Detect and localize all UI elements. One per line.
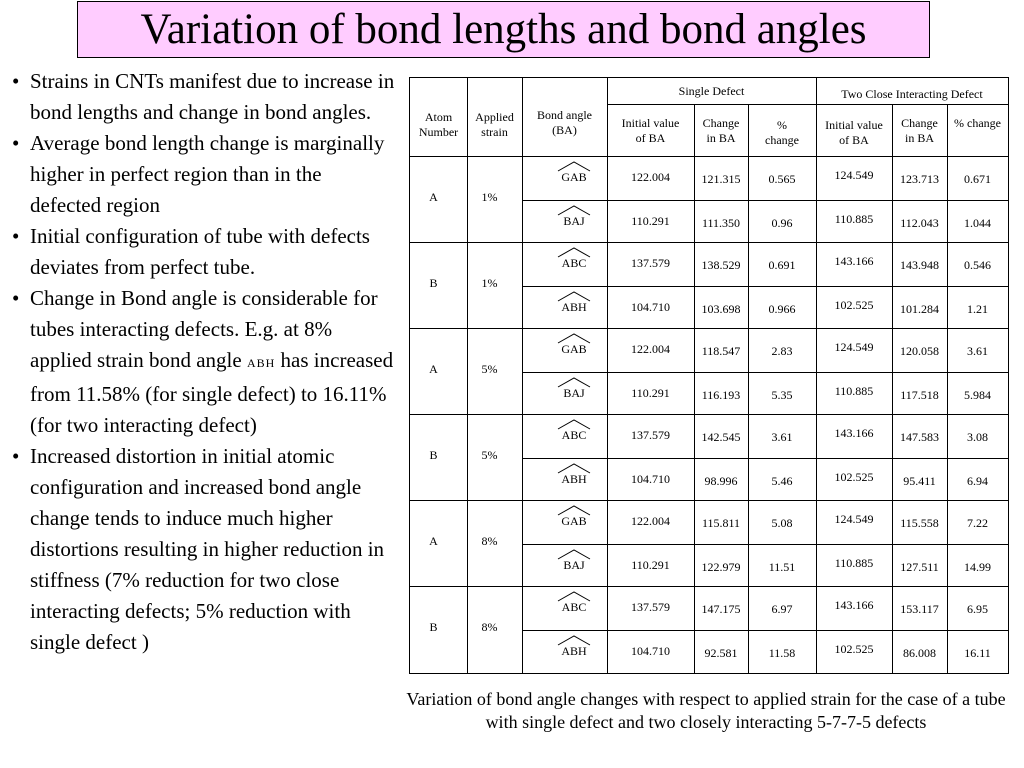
bond-angle-label: GAB xyxy=(561,342,587,356)
atom-number: A xyxy=(429,190,438,204)
atom-number: A xyxy=(429,362,438,376)
bullet-item: • Initial configuration of tube with defects deviates from perfect tube. xyxy=(12,224,370,279)
table-rule-horizontal xyxy=(522,200,1008,201)
two-change-value: 115.558 xyxy=(900,516,939,530)
bond-angle-label: ABC xyxy=(561,600,587,614)
single-initial-value: 104.710 xyxy=(631,644,670,658)
single-initial-value: 110.291 xyxy=(631,214,670,228)
two-change-value: 153.117 xyxy=(900,602,939,616)
single-pct-change: 5.08 xyxy=(771,516,793,530)
single-pct-change: 2.83 xyxy=(771,344,793,358)
two-initial-value: 102.525 xyxy=(834,470,874,484)
bullet-item: • Increased distortion in initial atomic configuration and increased bond angle change tends to induce much higher distortions resulting in higher reduction in stiffness (7% reduction for two close interacting defects; 5% reduction with single defect ) xyxy=(12,444,385,654)
bond-angle-label: ABC xyxy=(561,256,587,270)
two-initial-value: 124.549 xyxy=(834,340,874,354)
single-change-value: 116.193 xyxy=(701,388,741,402)
applied-strain: 1% xyxy=(481,276,498,290)
single-initial-value: 104.710 xyxy=(631,300,670,314)
table-rule-horizontal xyxy=(410,500,1008,501)
two-change-value: 112.043 xyxy=(900,216,939,230)
single-change-value: 142.545 xyxy=(701,430,741,444)
header-pct-two: % change xyxy=(954,116,1001,130)
bullet-text: Increased distortion in initial atomic configuration and increased bond angle change tends to induce much higher distortions resulting in higher reduction in stiffness (7% reduction for two close interacting defects; 5% reduction with single defect ) xyxy=(30,444,385,654)
single-change-value: 138.529 xyxy=(701,258,741,272)
single-change-value: 118.547 xyxy=(701,344,741,358)
table-rule-horizontal xyxy=(522,372,1008,373)
two-pct-change: 6.95 xyxy=(967,602,988,616)
bullet-text: Strains in CNTs manifest due to increase in bond lengths and change in bond angles. xyxy=(30,69,395,124)
bullet-item: • Strains in CNTs manifest due to increase in bond lengths and change in bond angles. xyxy=(12,69,395,124)
single-initial-value: 137.579 xyxy=(631,600,670,614)
single-change-value: 111.350 xyxy=(701,216,741,230)
bond-angle-label: BAJ xyxy=(563,386,585,400)
table-rule-horizontal xyxy=(410,242,1008,243)
atom-number: B xyxy=(429,276,438,290)
single-initial-value: 110.291 xyxy=(631,558,670,572)
two-pct-change: 6.94 xyxy=(967,474,988,488)
header-pct-single: % change xyxy=(765,118,799,147)
bond-angle-label: ABH xyxy=(561,472,587,486)
two-change-value: 127.511 xyxy=(900,560,939,574)
atom-number: B xyxy=(429,620,438,634)
table-rule-vertical xyxy=(467,78,468,674)
two-initial-value: 124.549 xyxy=(834,512,874,526)
group-header-two: Two Close Interacting Defect xyxy=(841,87,983,101)
single-pct-change: 0.691 xyxy=(768,258,796,272)
two-change-value: 143.948 xyxy=(900,258,939,272)
two-pct-change: 5.984 xyxy=(964,388,991,402)
two-pct-change: 0.671 xyxy=(964,172,991,186)
applied-strain: 5% xyxy=(481,448,498,462)
single-initial-value: 122.004 xyxy=(631,342,670,356)
table-caption: Variation of bond angle changes with respect to applied strain for the case of a tube with single defect and two closely interacting 5-7-7-5 defects xyxy=(406,689,1006,732)
bullet-item: • Average bond length change is marginally higher in perfect region than in the defected region xyxy=(12,131,385,217)
single-pct-change: 0.966 xyxy=(768,302,796,316)
two-change-value: 147.583 xyxy=(900,430,939,444)
single-change-value: 122.979 xyxy=(701,560,741,574)
table-rule-vertical xyxy=(607,78,608,674)
single-change-value: 121.315 xyxy=(701,172,741,186)
two-pct-change: 0.546 xyxy=(964,258,991,272)
applied-strain: 1% xyxy=(481,190,498,204)
header-applied-strain: Applied strain xyxy=(475,110,514,139)
two-pct-change: 1.21 xyxy=(967,302,988,316)
two-pct-change: 1.044 xyxy=(964,216,991,230)
table-rule-vertical xyxy=(522,78,523,674)
bond-angle-label: ABH xyxy=(561,300,587,314)
table-rule-horizontal xyxy=(522,286,1008,287)
atom-number: B xyxy=(429,448,438,462)
two-initial-value: 102.525 xyxy=(834,298,874,312)
header-initial-single: Initial value of BA xyxy=(621,116,680,145)
two-pct-change: 3.08 xyxy=(967,430,988,444)
bond-angle-label: BAJ xyxy=(563,558,585,572)
two-initial-value: 110.885 xyxy=(834,556,874,570)
bullet-text: has increased from 11.58% (for single defect) to 16.11% (for two interacting defect) xyxy=(30,348,394,437)
header-change-two: Change in BA xyxy=(901,116,938,145)
single-initial-value: 122.004 xyxy=(631,514,670,528)
table-rule-horizontal xyxy=(522,458,1008,459)
applied-strain: 5% xyxy=(481,362,498,376)
two-change-value: 123.713 xyxy=(900,172,939,186)
single-change-value: 92.581 xyxy=(704,646,738,660)
bullet-list xyxy=(10,66,395,658)
group-header-single: Single Defect xyxy=(678,84,745,98)
header-change-single: Change in BA xyxy=(702,116,740,145)
table-rule-horizontal xyxy=(410,414,1008,415)
single-initial-value: 137.579 xyxy=(631,256,670,270)
single-pct-change: 5.35 xyxy=(771,388,793,402)
single-change-value: 103.698 xyxy=(701,302,741,316)
single-pct-change: 5.46 xyxy=(771,474,793,488)
bullet-text: Average bond length change is marginally higher in perfect region than in the defected region xyxy=(30,131,385,217)
single-initial-value: 110.291 xyxy=(631,386,670,400)
table-rule-horizontal xyxy=(410,156,1008,157)
bond-angle-table xyxy=(409,77,1009,674)
single-pct-change: 11.51 xyxy=(768,560,796,574)
slide-title: Variation of bond lengths and bond angles xyxy=(77,1,930,58)
bond-angle-label: GAB xyxy=(561,170,587,184)
applied-strain: 8% xyxy=(481,534,498,548)
two-change-value: 101.284 xyxy=(900,302,939,316)
header-atom-number: Atom Number xyxy=(418,110,459,139)
two-initial-value: 143.166 xyxy=(834,598,874,612)
two-pct-change: 3.61 xyxy=(967,344,988,358)
two-initial-value: 143.166 xyxy=(834,426,874,440)
two-initial-value: 110.885 xyxy=(834,212,874,226)
bullet-text: Initial configuration of tube with defects deviates from perfect tube. xyxy=(30,224,370,279)
single-pct-change: 6.97 xyxy=(771,602,793,616)
bond-angle-label: ABH xyxy=(561,644,587,658)
table-rule-horizontal xyxy=(522,630,1008,631)
table-rule-horizontal xyxy=(522,544,1008,545)
two-pct-change: 16.11 xyxy=(964,646,991,660)
bond-angle-abbr: ABH xyxy=(246,356,276,370)
single-pct-change: 0.96 xyxy=(771,216,793,230)
single-pct-change: 3.61 xyxy=(771,430,793,444)
two-pct-change: 7.22 xyxy=(967,516,988,530)
two-initial-value: 102.525 xyxy=(834,642,874,656)
two-pct-change: 14.99 xyxy=(964,560,991,574)
atom-number: A xyxy=(429,534,438,548)
bond-angle-label: ABC xyxy=(561,428,587,442)
single-pct-change: 0.565 xyxy=(768,172,796,186)
applied-strain: 8% xyxy=(481,620,498,634)
bond-angle-label: BAJ xyxy=(563,214,585,228)
single-pct-change: 11.58 xyxy=(768,646,796,660)
header-initial-two: Initial value of BA xyxy=(825,118,883,147)
single-initial-value: 104.710 xyxy=(631,472,670,486)
two-change-value: 95.411 xyxy=(903,474,936,488)
two-initial-value: 110.885 xyxy=(834,384,874,398)
single-initial-value: 122.004 xyxy=(631,170,670,184)
bond-angle-label: GAB xyxy=(561,514,587,528)
single-change-value: 115.811 xyxy=(701,516,741,530)
single-change-value: 98.996 xyxy=(704,474,738,488)
bullet-text: Change in Bond angle is considerable for tubes interacting defects. E.g. at 8% applied strain bond angle xyxy=(30,286,378,372)
single-change-value: 147.175 xyxy=(701,602,741,616)
bullet-item: • Change in Bond angle is considerable for tubes interacting defects. E.g. at 8% applied strain bond angle ABH has increased from 11.58% (for single defect) to 16.11% (for two interacting defect) xyxy=(12,286,394,437)
two-change-value: 117.518 xyxy=(900,388,939,402)
two-change-value: 120.058 xyxy=(900,344,939,358)
two-change-value: 86.008 xyxy=(903,646,936,660)
header-bond-angle: Bond angle (BA) xyxy=(537,108,592,137)
two-initial-value: 143.166 xyxy=(834,254,874,268)
table-rule-horizontal xyxy=(410,328,1008,329)
single-initial-value: 137.579 xyxy=(631,428,670,442)
table-rule-horizontal xyxy=(410,586,1008,587)
two-initial-value: 124.549 xyxy=(834,168,874,182)
